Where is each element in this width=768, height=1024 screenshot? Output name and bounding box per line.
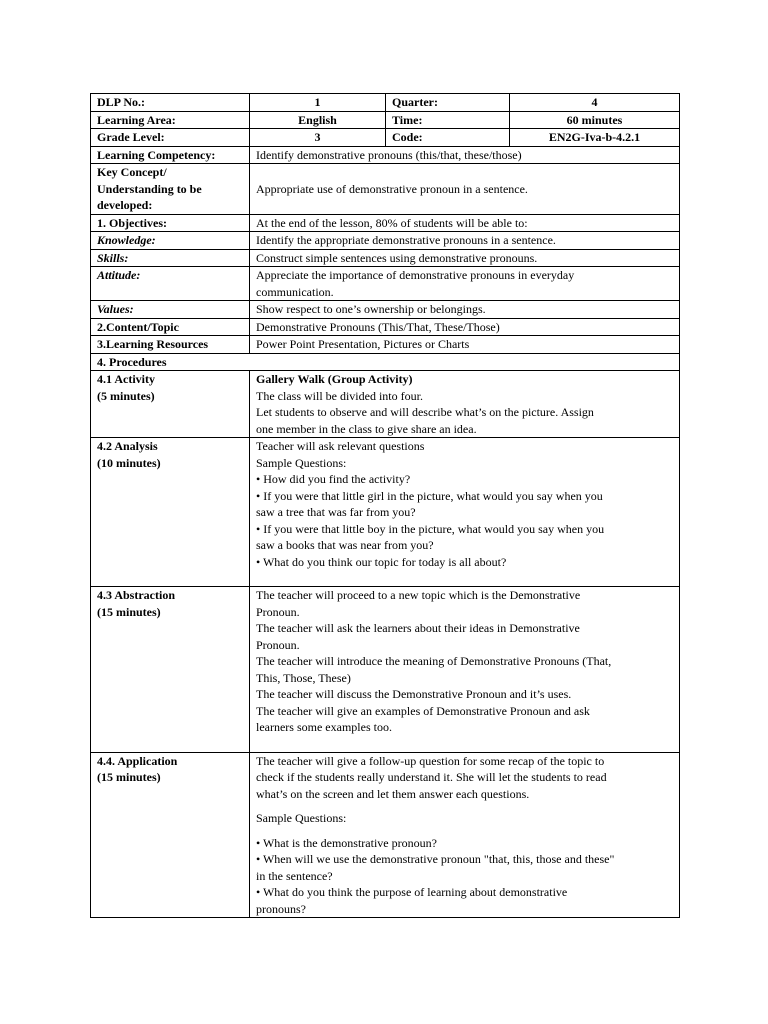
resources-label: 3.Learning Resources: [91, 336, 250, 354]
application-row: [91, 752, 680, 918]
analysis-line: saw a tree that was far from you?: [256, 505, 416, 519]
content-value: Demonstrative Pronouns (This/That, These/Those): [250, 318, 680, 336]
activity-title: Gallery Walk (Group Activity): [256, 372, 413, 386]
activity-line: The class will be divided into four.: [256, 388, 423, 403]
attitude-label: Attitude:: [91, 267, 250, 301]
abstraction-line: Pronoun.: [256, 637, 300, 652]
application-gap: [256, 802, 673, 810]
activity-content: [250, 371, 680, 438]
abstraction-line: The teacher will proceed to a new topic which is the Demonstrative: [256, 588, 581, 602]
analysis-line: Teacher will ask relevant questions: [256, 439, 425, 453]
application-question: pronouns?: [256, 901, 306, 916]
analysis-line: Sample Questions:: [256, 455, 347, 470]
abstraction-line: Pronoun.: [256, 604, 300, 619]
analysis-line: • If you were that little girl in the picture, what would you say when you: [256, 488, 603, 503]
analysis-line: • How did you find the activity?: [256, 472, 411, 486]
application-content: [250, 752, 680, 918]
quarter-label: Quarter:: [386, 94, 510, 112]
activity-duration: (5 minutes): [97, 388, 155, 403]
analysis-line: • If you were that little boy in the picture, what would you say when you: [256, 521, 605, 536]
analysis-line: saw a books that was near from you?: [256, 538, 434, 552]
abstraction-line: The teacher will discuss the Demonstrative Pronoun and it’s uses.: [256, 687, 572, 701]
attitude-line: communication.: [256, 284, 334, 299]
values-label: Values:: [91, 301, 250, 319]
abstraction-line: This, Those, These): [256, 670, 351, 685]
key-concept-value: Appropriate use of demonstrative pronoun in a sentence.: [250, 164, 680, 215]
application-label: 4.4. Application: [97, 753, 178, 768]
application-question: in the sentence?: [256, 868, 333, 883]
application-question: • What do you think the purpose of learning about demonstrative: [256, 885, 568, 899]
abstraction-label: 4.3 Abstraction: [97, 588, 175, 602]
attitude-row: [91, 267, 680, 301]
competency-value: Identify demonstrative pronouns (this/that, these/those): [250, 146, 680, 164]
abstraction-line: The teacher will give an examples of Demonstrative Pronoun and ask: [256, 703, 590, 718]
objectives-label: 1. Objectives:: [91, 214, 250, 232]
values-row: [91, 301, 680, 319]
key-concept-label: [91, 164, 250, 215]
abstraction-line: learners some examples too.: [256, 720, 392, 734]
key-concept-row: [91, 164, 680, 215]
application-gap: [256, 827, 673, 835]
skills-row: [91, 249, 680, 267]
activity-line: one member in the class to give share an idea.: [256, 421, 477, 436]
activity-row: [91, 371, 680, 438]
header-row-1: [91, 94, 680, 112]
attitude-value: [250, 267, 680, 301]
knowledge-label: Knowledge:: [91, 232, 250, 250]
learning-area-label: Learning Area:: [91, 111, 250, 129]
activity-label: 4.1 Activity: [97, 372, 155, 386]
grade-level-value: 3: [250, 129, 386, 147]
application-question: • When will we use the demonstrative pronoun "that, this, those and these": [256, 852, 615, 866]
analysis-spacer: [256, 570, 673, 586]
analysis-label: 4.2 Analysis: [97, 439, 158, 453]
competency-label: Learning Competency:: [91, 146, 250, 164]
abstraction-label-cell: [91, 587, 250, 753]
values-value: Show respect to one’s ownership or belongings.: [250, 301, 680, 319]
abstraction-duration: (15 minutes): [97, 604, 161, 619]
abstraction-line: The teacher will ask the learners about their ideas in Demonstrative: [256, 621, 580, 635]
header-row-3: [91, 129, 680, 147]
dlp-label: DLP No.:: [91, 94, 250, 112]
abstraction-spacer: [256, 736, 673, 752]
activity-line: Let students to observe and will describe what’s on the picture. Assign: [256, 405, 594, 419]
procedures-label: 4. Procedures: [91, 353, 680, 371]
lesson-plan-table: [90, 93, 680, 918]
analysis-line: • What do you think our topic for today is all about?: [256, 554, 507, 569]
activity-label-cell: [91, 371, 250, 438]
knowledge-row: [91, 232, 680, 250]
analysis-content: [250, 438, 680, 587]
content-label: 2.Content/Topic: [91, 318, 250, 336]
application-question: • What is the demonstrative pronoun?: [256, 835, 437, 850]
skills-value: Construct simple sentences using demonstrative pronouns.: [250, 249, 680, 267]
skills-label: Skills:: [91, 249, 250, 267]
application-intro-line: check if the students really understand it. She will let the students to read: [256, 770, 607, 784]
resources-row: [91, 336, 680, 354]
objectives-row: [91, 214, 680, 232]
grade-level-label: Grade Level:: [91, 129, 250, 147]
analysis-duration: (10 minutes): [97, 455, 161, 470]
key-concept-label-line: Understanding to be: [97, 181, 202, 196]
abstraction-row: [91, 587, 680, 753]
resources-value: Power Point Presentation, Pictures or Charts: [250, 336, 680, 354]
dlp-value: 1: [250, 94, 386, 112]
learning-area-value: English: [250, 111, 386, 129]
attitude-line: Appreciate the importance of demonstrative pronouns in everyday: [256, 268, 575, 282]
application-intro-line: what’s on the screen and let them answer each questions.: [256, 786, 530, 801]
application-duration: (15 minutes): [97, 770, 161, 784]
application-intro-line: The teacher will give a follow-up question for some recap of the topic to: [256, 753, 605, 768]
time-value: 60 minutes: [510, 111, 680, 129]
competency-row: [91, 146, 680, 164]
abstraction-line: The teacher will introduce the meaning of Demonstrative Pronouns (That,: [256, 654, 612, 668]
analysis-row: [91, 438, 680, 587]
application-sample-heading: Sample Questions:: [256, 811, 347, 825]
objectives-value: At the end of the lesson, 80% of students will be able to:: [250, 214, 680, 232]
quarter-value: 4: [510, 94, 680, 112]
analysis-label-cell: [91, 438, 250, 587]
knowledge-value: Identify the appropriate demonstrative pronouns in a sentence.: [250, 232, 680, 250]
abstraction-content: [250, 587, 680, 753]
application-label-cell: [91, 752, 250, 918]
header-row-2: [91, 111, 680, 129]
key-concept-label-line: Key Concept/: [97, 165, 167, 179]
code-value: EN2G-Iva-b-4.2.1: [510, 129, 680, 147]
content-row: [91, 318, 680, 336]
key-concept-label-line: developed:: [97, 198, 153, 212]
procedures-row: [91, 353, 680, 371]
time-label: Time:: [386, 111, 510, 129]
code-label: Code:: [386, 129, 510, 147]
